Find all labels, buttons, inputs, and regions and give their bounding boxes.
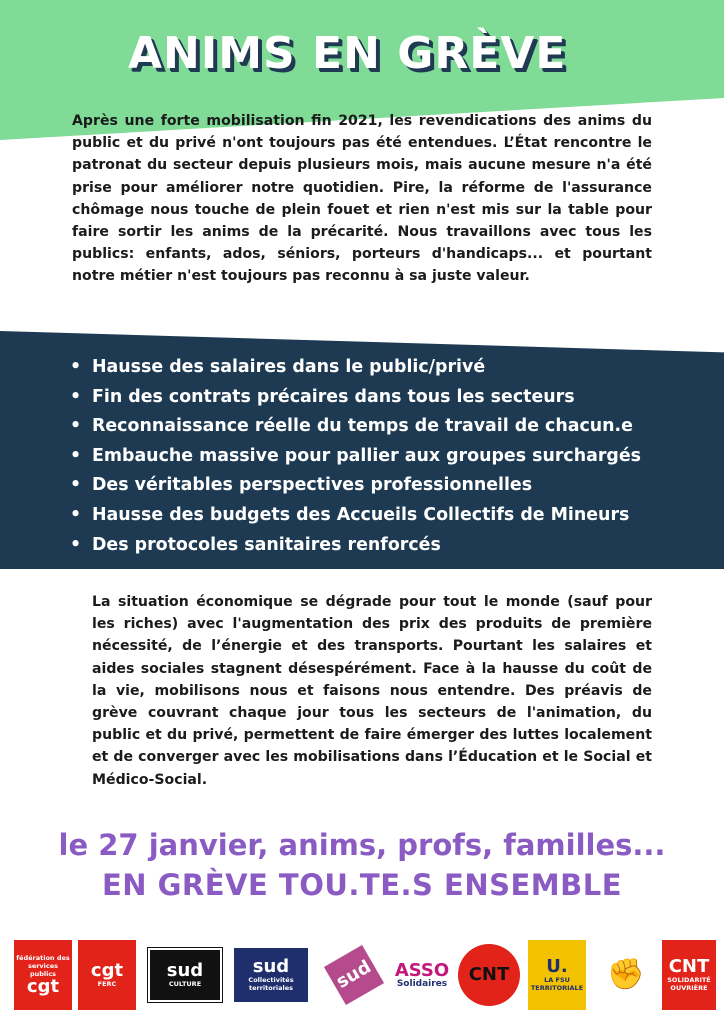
cgt-ferc-logo: cgt FERC	[78, 940, 136, 1010]
demand-item: • Embauche massive pour pallier aux groupes surchargés	[70, 442, 641, 472]
demand-item: • Hausse des budgets des Accueils Collectifs de Mineurs	[70, 501, 641, 531]
sud-education-logo: sud	[324, 945, 384, 1005]
demand-item: • Des protocoles sanitaires renforcés	[70, 531, 641, 561]
union-logos	[14, 940, 714, 1010]
asso-solidaires-logo: ASSO Solidaires	[392, 940, 452, 1010]
cgt-services-publics-logo: fédération des services publics cgt	[14, 940, 72, 1010]
cnt-cat-logo: CNT	[458, 944, 520, 1006]
demand-item: • Fin des contrats précaires dans tous les secteurs	[70, 383, 641, 413]
demand-item: • Hausse des salaires dans le public/privé	[70, 353, 641, 383]
fist-map-logo: ✊	[596, 940, 656, 1010]
demand-item: • Des véritables perspectives professionnelles	[70, 471, 641, 501]
page-title: ANIMS EN GRÈVE	[128, 28, 567, 79]
situation-paragraph: La situation économique se dégrade pour tout le monde (sauf pour les riches) avec l'augmentation des prix des produits de première nécessité, de l’énergie et des transports. Pourtant les salaires et aides sociales stagnent désespérément. Face à la hausse du coût de la vie, mobilisons nous et faisons nous entendre. Des préavis de grève couvrant chaque jour tous les secteurs de l'animation, du public et du privé, permettent de faire émerger des luttes localement et de converger avec les mobilisations dans l’Éducation et le Social et Médico-Social.	[92, 594, 652, 788]
sud-collectivites-logo: sud Collectivités territoriales	[234, 948, 308, 1002]
cnt-so-logo: CNT SOLIDARITÉ OUVRIÈRE	[662, 940, 716, 1010]
call-to-action-date: le 27 janvier, anims, profs, familles...	[58, 828, 666, 862]
call-to-action-strike: EN GRÈVE TOU.TE.S ENSEMBLE	[101, 868, 623, 902]
fsu-territoriale-logo: U. LA FSU TERRITORIALE	[528, 940, 586, 1010]
demands-list	[70, 353, 641, 560]
sud-culture-logo: sud CULTURE	[148, 948, 222, 1002]
intro-paragraph: Après une forte mobilisation fin 2021, les revendications des anims du public et du privé n'ont toujours pas été entendues. L’État rencontre le patronat du secteur depuis plusieurs mois, mais aucune mesure n'a été prise pour améliorer notre quotidien. Pire, la réforme de l'assurance chômage nous touche de plein fouet et rien n'est mis sur la table pour faire sortir les anims de la précarité. Nous travaillons avec tous les publics: enfants, ados, séniors, porteurs d'handicaps... et pourtant notre métier n'est toujours pas reconnu à sa juste valeur.	[72, 113, 652, 285]
demand-item: • Reconnaissance réelle du temps de travail de chacun.e	[70, 412, 641, 442]
